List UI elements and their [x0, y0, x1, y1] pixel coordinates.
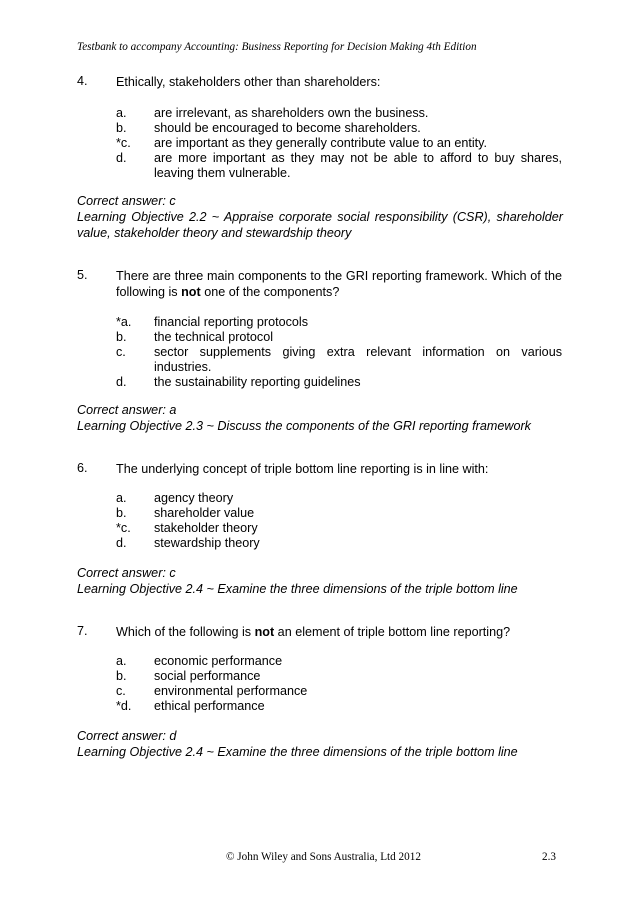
option-text: environmental performance — [154, 684, 308, 698]
option-a — [77, 654, 562, 669]
question-number: 6. — [77, 461, 88, 475]
option-label: c. — [116, 345, 126, 359]
option-text: economic performance — [154, 654, 283, 668]
stem-emphasis: not — [254, 625, 275, 639]
question-number: 7. — [77, 624, 88, 638]
option-b — [77, 669, 562, 684]
option-d — [77, 536, 562, 551]
option-text: sector supplements giving extra relevant information on various industries. — [154, 345, 562, 374]
option-label: *a. — [116, 315, 132, 329]
option-text: social performance — [154, 669, 261, 683]
question-stem — [116, 624, 562, 640]
option-text: are irrelevant, as shareholders own the business. — [154, 106, 429, 120]
option-a — [77, 106, 562, 121]
option-label: a. — [116, 491, 127, 505]
page-number: 2.3 — [542, 851, 556, 863]
question-number: 4. — [77, 74, 88, 88]
option-label: b. — [116, 506, 127, 520]
option-list — [77, 491, 562, 551]
option-c — [77, 345, 562, 375]
option-list — [77, 315, 562, 390]
option-text: ethical performance — [154, 699, 265, 713]
option-list — [77, 106, 562, 181]
option-label: a. — [116, 106, 127, 120]
learning-objective: Learning Objective 2.2 ~ Appraise corporate social responsibility (CSR), shareholder value, stakeholder theory and stewardship theory — [77, 210, 563, 240]
answer-block-6 — [77, 565, 563, 597]
option-label: b. — [116, 121, 127, 135]
correct-answer: Correct answer: c — [77, 194, 176, 208]
option-text: shareholder value — [154, 506, 255, 520]
option-list — [77, 654, 562, 714]
option-b — [77, 121, 562, 136]
option-label: *c. — [116, 521, 131, 535]
stem-emphasis: not — [181, 285, 201, 299]
answer-block-4 — [77, 193, 563, 241]
option-text: the technical protocol — [154, 330, 274, 344]
running-header: Testbank to accompany Accounting: Business Reporting for Decision Making 4th Edition — [77, 41, 477, 53]
option-label: b. — [116, 669, 127, 683]
question-7 — [77, 624, 562, 714]
option-b — [77, 330, 562, 345]
option-label: c. — [116, 684, 126, 698]
option-text: are important as they generally contribute value to an entity. — [154, 136, 487, 150]
option-c — [77, 684, 562, 699]
question-stem: The underlying concept of triple bottom line reporting is in line with: — [116, 462, 489, 476]
option-label: b. — [116, 330, 127, 344]
option-label: *d. — [116, 699, 132, 713]
option-label: d. — [116, 375, 127, 389]
question-stem — [116, 268, 562, 300]
option-d — [77, 151, 562, 181]
stem-text: one of the components? — [200, 285, 340, 299]
option-c — [77, 521, 562, 536]
question-number: 5. — [77, 268, 88, 282]
option-a — [77, 315, 562, 330]
copyright-notice: © John Wiley and Sons Australia, Ltd 2012 — [226, 851, 421, 863]
option-c — [77, 136, 562, 151]
correct-answer: Correct answer: d — [77, 729, 177, 743]
option-text: agency theory — [154, 491, 234, 505]
learning-objective: Learning Objective 2.4 ~ Examine the three dimensions of the triple bottom line — [77, 745, 518, 759]
question-5 — [77, 268, 562, 390]
stem-text: There are three main components to the GRI reporting framework. Which of the following is — [116, 269, 562, 299]
option-text: are more important as they may not be able to afford to buy shares, leaving them vulnerable. — [154, 151, 562, 180]
option-label: a. — [116, 654, 127, 668]
option-text: should be encouraged to become shareholders. — [154, 121, 421, 135]
stem-text: an element of triple bottom line reporting? — [274, 625, 511, 639]
option-a — [77, 491, 562, 506]
option-label: *c. — [116, 136, 131, 150]
answer-block-5 — [77, 402, 563, 434]
option-label: d. — [116, 536, 127, 550]
option-label: d. — [116, 151, 127, 165]
option-text: stewardship theory — [154, 536, 260, 550]
correct-answer: Correct answer: c — [77, 566, 176, 580]
option-text: financial reporting protocols — [154, 315, 309, 329]
option-d — [77, 375, 562, 390]
correct-answer: Correct answer: a — [77, 403, 177, 417]
learning-objective: Learning Objective 2.3 ~ Discuss the components of the GRI reporting framework — [77, 419, 531, 433]
question-4 — [77, 74, 562, 181]
option-text: stakeholder theory — [154, 521, 258, 535]
learning-objective: Learning Objective 2.4 ~ Examine the three dimensions of the triple bottom line — [77, 582, 518, 596]
stem-text: Which of the following is — [116, 625, 255, 639]
question-6 — [77, 461, 562, 551]
option-b — [77, 506, 562, 521]
question-stem: Ethically, stakeholders other than shareholders: — [116, 75, 381, 89]
option-text: the sustainability reporting guidelines — [154, 375, 361, 389]
option-d — [77, 699, 562, 714]
answer-block-7 — [77, 728, 563, 760]
